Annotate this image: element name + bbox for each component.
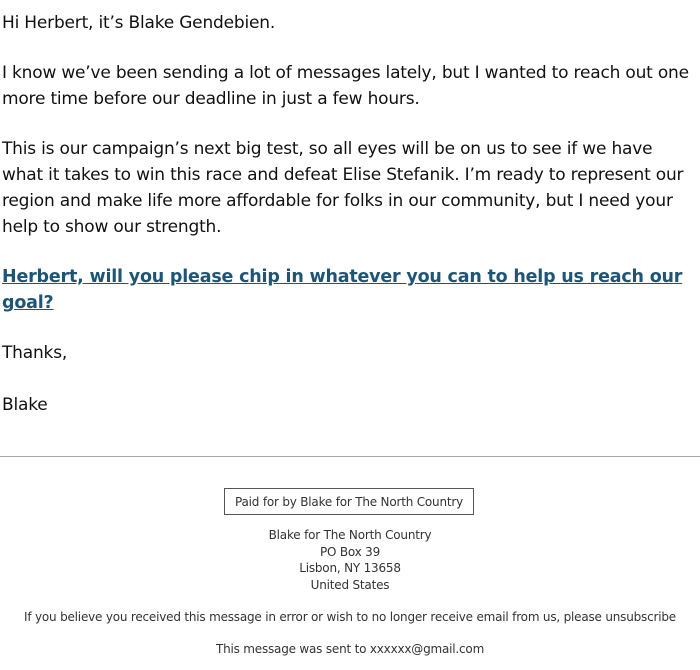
address-city: Lisbon, NY 13658 xyxy=(299,561,401,575)
paragraph-campaign: This is our campaign’s next big test, so all eyes will be on us to see if we have what it takes to win this race and defeat Elise Stefanik. I’m ready to represent our region and make life more affordable for folks in our community, but I need your help to show our strength. xyxy=(2,139,684,237)
sent-to-notice: This message was sent to xxxxxx@gmail.com xyxy=(215,642,485,656)
mailing-address xyxy=(0,527,700,593)
greeting: Hi Herbert, it’s Blake Gendebien. xyxy=(2,13,276,33)
email-body xyxy=(2,10,698,442)
signature: Blake xyxy=(2,395,48,415)
unsubscribe-notice xyxy=(0,609,700,625)
unsubscribe-link[interactable]: unsubscribe xyxy=(605,610,676,624)
donate-link[interactable]: Herbert, will you please chip in whatever you can to help us reach our goal? xyxy=(2,267,683,313)
address-po-box: PO Box 39 xyxy=(319,544,381,559)
paragraph-deadline: I know we’ve been sending a lot of messages lately, but I wanted to reach out one more time before our deadline in just a few hours. xyxy=(2,63,689,109)
address-org: Blake for The North Country xyxy=(268,528,432,542)
unsubscribe-text: If you believe you received this message in error or wish to no longer receive email from us, please xyxy=(24,610,606,624)
paid-for-disclaimer: Paid for by Blake for The North Country xyxy=(224,488,474,515)
footer-divider xyxy=(0,456,700,457)
cta-paragraph xyxy=(2,264,698,316)
signoff: Thanks, xyxy=(2,343,68,363)
address-country: United States xyxy=(310,577,390,592)
